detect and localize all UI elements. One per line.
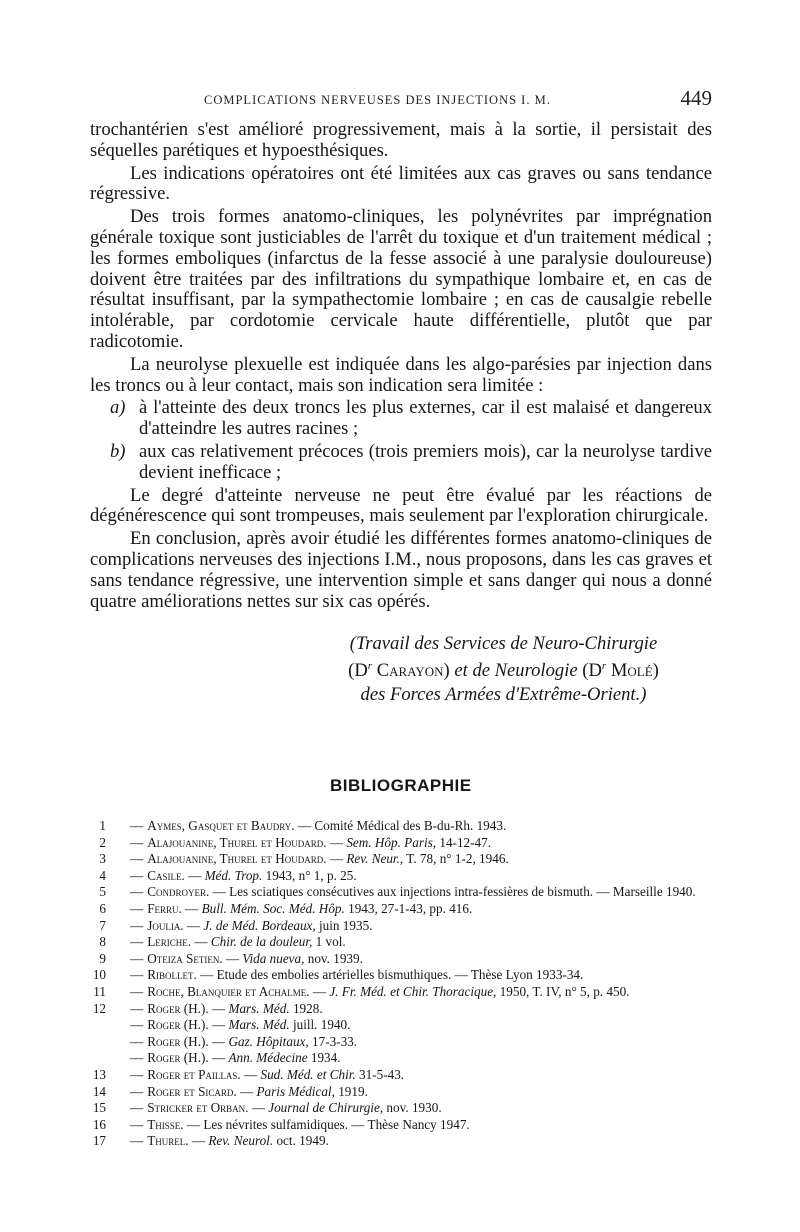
list-marker-b: b)	[110, 440, 126, 462]
entry-details: 1943, n° 1, p. 25.	[265, 867, 357, 883]
entry-details: 17-3-33.	[312, 1033, 358, 1049]
bibliography-entry: 12 — Roger (H.). — Mars. Méd. 1928.	[90, 1001, 712, 1018]
entry-number: 8	[99, 934, 106, 950]
credit-dr-1: D	[354, 660, 368, 682]
article-body	[90, 120, 712, 706]
entry-details: nov. 1939.	[307, 950, 363, 966]
paragraph-indications: Les indications opératoires ont été limitées aux cas graves ou sans tendance régressive.	[90, 162, 712, 205]
entry-journal: Sud. Méd. et Chir.	[260, 1066, 356, 1082]
paragraph-degeneration: Le degré d'atteinte nerveuse ne peut être évalué par les réactions de dégénérescence qui sont trompeuses, mais seulement par l'exploration chirurgicale.	[90, 484, 712, 527]
page-number: 449	[680, 86, 712, 110]
credit-line-1: (Travail des Services de Neuro-Chirurgie	[349, 633, 658, 655]
entry-number: 3	[99, 851, 106, 867]
entry-authors: Casile.	[147, 867, 185, 883]
entry-number: 15	[92, 1100, 106, 1116]
entry-authors: Alajouanine, Thurel et Houdard.	[147, 851, 327, 867]
entry-authors: Ribollet.	[147, 967, 197, 983]
credit-mid: et de Neurologie	[454, 660, 578, 682]
list-text-b: aux cas relativement précoces (trois premiers mois), car la neurolyse tardive devient inefficace ;	[139, 440, 712, 483]
entry-authors: Roche, Blanquier et Achalme.	[147, 983, 310, 999]
entry-authors: Roger (H.).	[147, 1000, 209, 1016]
entry-number: 4	[99, 867, 106, 883]
entry-journal: J. Fr. Méd. et Chir. Thoracique,	[329, 983, 497, 999]
entry-details: 31-5-43.	[359, 1066, 405, 1082]
entry-journal: Bull. Mém. Soc. Méd. Hôp.	[201, 900, 345, 916]
entry-authors: Roger (H.).	[147, 1017, 209, 1033]
list-item-a	[90, 398, 712, 440]
entry-journal: Rev. Neur.,	[346, 851, 404, 867]
entry-journal: Paris Médical,	[256, 1083, 335, 1099]
bibliography-entry: 13 — Roger et Paillas. — Sud. Méd. et Chir. 31-5-43.	[90, 1067, 712, 1084]
entry-number: 2	[99, 834, 106, 850]
entry-authors: Stricker et Orban.	[147, 1100, 249, 1116]
entry-journal: J. de Méd. Bordeaux,	[203, 917, 316, 933]
paragraph-conclusion: En conclusion, après avoir étudié les différentes formes anatomo-cliniques de complications nerveuses des injections I.M., nous proposons, dans les cas graves et sans tendance régressive, une intervention simple et sans danger qui nous a donné quatre améliorations nettes sur six cas opérés.	[90, 528, 712, 612]
entry-authors: Roger (H.).	[147, 1033, 209, 1049]
bibliography-entry: 6 — Ferru. — Bull. Mém. Soc. Méd. Hôp. 1943, 27-1-43, pp. 416.	[90, 901, 712, 918]
credit-line-2: ($D^r$ Carayon) et de Neurologie ($D^r$ Molé)	[348, 660, 659, 682]
entry-details: Etude des embolies artérielles bismuthiques. — Thèse Lyon 1933-34.	[216, 967, 584, 983]
entry-authors: Roger et Sicard.	[147, 1083, 237, 1099]
bibliography-entry: 15 — Stricker et Orban. — Journal de Chirurgie, nov. 1930.	[90, 1100, 712, 1117]
bibliography-entry: 2 — Alajouanine, Thurel et Houdard. — Sem. Hôp. Paris, 14-12-47.	[90, 835, 712, 852]
entry-details: oct. 1949.	[276, 1133, 329, 1149]
entry-authors: Roger et Paillas.	[147, 1066, 241, 1082]
paragraph-continued: trochantérien s'est amélioré progressivement, mais à la sortie, il persistait des séquelles parétiques et hypoesthésiques.	[90, 119, 712, 161]
entry-number: 6	[99, 900, 106, 916]
entry-number: 14	[92, 1083, 106, 1099]
bibliography-entry: — Roger (H.). — Mars. Méd. juill. 1940.	[130, 1017, 351, 1033]
credit-sup-2: r	[601, 660, 607, 673]
list-text-a: à l'atteinte des deux troncs les plus externes, car il est malaisé et dangereux d'atteindre les autres racines ;	[139, 397, 712, 440]
entry-details: juill. 1940.	[292, 1017, 351, 1033]
entry-number: 11	[93, 983, 106, 999]
entry-number: 13	[92, 1066, 106, 1082]
bibliography-entry: 10 — Ribollet. — Etude des embolies artérielles bismuthiques. — Thèse Lyon 1933-34.	[90, 967, 712, 984]
entry-number: 16	[92, 1116, 106, 1132]
bibliography-list	[90, 818, 712, 1150]
entry-authors: Oteiza Setien.	[147, 950, 223, 966]
entry-authors: Ferru.	[147, 900, 182, 916]
running-head	[90, 86, 712, 112]
bibliography-heading: BIBLIOGRAPHIE	[330, 776, 472, 795]
entry-journal: Sem. Hôp. Paris,	[346, 834, 437, 850]
bibliography-entry: 4 — Casile. — Méd. Trop. 1943, n° 1, p. 25.	[90, 868, 712, 885]
credit-name-carayon: Carayon	[376, 660, 444, 682]
entry-details: Les sciatiques consécutives aux injections intra-fessières de bismuth. — Marseille 1940.	[229, 884, 696, 900]
list-item-b	[90, 442, 712, 484]
bibliography-entry: 16 — Thisse. — Les névrites sulfamidiques. — Thèse Nancy 1947.	[90, 1117, 712, 1134]
entry-journal: Mars. Méd.	[228, 1000, 290, 1016]
entry-details: 14-12-47.	[439, 834, 492, 850]
bibliography-entry: — Roger (H.). — Gaz. Hôpitaux, 17-3-33.	[130, 1033, 358, 1049]
bibliography-entry: 14 — Roger et Sicard. — Paris Médical, 1919.	[90, 1084, 712, 1101]
entry-number: 5	[99, 884, 106, 900]
list-marker-a: a)	[110, 397, 126, 419]
entry-number: 7	[99, 917, 106, 933]
entry-journal: Chir. de la douleur,	[210, 934, 313, 950]
bibliography-entry: 17 — Thurel. — Rev. Neurol. oct. 1949.	[90, 1133, 712, 1150]
entry-details: 1950, T. IV, n° 5, p. 450.	[499, 983, 630, 999]
running-title: COMPLICATIONS NERVEUSES DES INJECTIONS I. M.	[204, 93, 551, 107]
entry-number: 17	[92, 1133, 106, 1149]
entry-authors: Roger (H.).	[147, 1050, 209, 1066]
entry-journal: Ann. Médecine	[228, 1050, 308, 1066]
entry-details: 1943, 27-1-43, pp. 416.	[348, 900, 473, 916]
entry-details: Comité Médical des B-du-Rh. 1943.	[314, 818, 507, 833]
bibliography-entry: 7 — Joulia. — J. de Méd. Bordeaux, juin 1935.	[90, 918, 712, 935]
bibliography-entry: 11 — Roche, Blanquier et Achalme. — J. Fr. Méd. et Chir. Thoracique, 1950, T. IV, n° 5, p. 450.	[90, 984, 712, 1001]
entry-number: 12	[92, 1000, 106, 1016]
entry-details: juin 1935.	[319, 917, 373, 933]
credit-sup-1: r	[367, 660, 373, 673]
entry-number: 1	[99, 818, 106, 833]
entry-journal: Méd. Trop.	[204, 867, 263, 883]
entry-authors: Aymes, Gasquet et Baudry.	[147, 818, 295, 833]
entry-details: 1 vol.	[315, 934, 346, 950]
entry-details: 1934.	[310, 1050, 341, 1066]
entry-details: 1928.	[292, 1000, 323, 1016]
bibliography-entry: — Roger (H.). — Ann. Médecine 1934.	[130, 1050, 341, 1066]
entry-details: nov. 1930.	[386, 1100, 442, 1116]
entry-number: 9	[99, 950, 106, 966]
bibliography-entry: 8 — Leriche. — Chir. de la douleur, 1 vol.	[90, 934, 712, 951]
entry-authors: Leriche.	[147, 934, 192, 950]
entry-journal: Journal de Chirurgie,	[268, 1100, 384, 1116]
bibliography-entry: 9 — Oteiza Setien. — Vida nueva, nov. 1939.	[90, 951, 712, 968]
bibliography-entry: 5 — Condroyer. — Les sciatiques consécutives aux injections intra-fessières de bismuth. — Marseille 1940.	[90, 884, 712, 901]
credit-dr-2: D	[588, 660, 602, 682]
entry-authors: Thisse.	[147, 1116, 184, 1132]
credit-line-3: des Forces Armées d'Extrême-Orient.)	[360, 683, 647, 705]
entry-authors: Alajouanine, Thurel et Houdard.	[147, 834, 327, 850]
entry-details: T. 78, n° 1-2, 1946.	[406, 851, 509, 867]
entry-journal: Mars. Méd.	[228, 1017, 290, 1033]
affiliation-credit	[295, 632, 712, 705]
entry-authors: Condroyer.	[147, 884, 210, 900]
entry-details: 1919.	[338, 1083, 368, 1099]
entry-details: Les névrites sulfamidiques. — Thèse Nancy 1947.	[203, 1116, 470, 1132]
paragraph-forms: Des trois formes anatomo-cliniques, les polynévrites par imprégnation générale toxique sont justiciables de l'arrêt du toxique et d'un traitement médical ; les formes emboliques (infarctus de la fesse associé à une paralysie douloureuse) doivent être traitées par des infiltrations du sympathique lombaire et, en cas de résultat insuffisant, par la sympathectomie lombaire ; en cas de causalgie rebelle intolérable, par cordotomie cervicale haute différentielle, plutôt que par radicotomie.	[90, 206, 712, 352]
entry-journal: Rev. Neurol.	[208, 1133, 274, 1149]
bibliography-entry: 1 — Aymes, Gasquet et Baudry. — Comité Médical des B-du-Rh. 1943.	[90, 818, 712, 835]
entry-authors: Joulia.	[147, 917, 184, 933]
bibliography-entry: 3 — Alajouanine, Thurel et Houdard. — Rev. Neur., T. 78, n° 1-2, 1946.	[90, 851, 712, 868]
entry-authors: Thurel.	[147, 1133, 189, 1149]
credit-name-mole: Molé	[610, 660, 653, 682]
paragraph-neurolysis: La neurolyse plexuelle est indiquée dans les algo-parésies par injection dans les troncs ou à leur contact, mais son indication sera limitée :	[90, 353, 712, 396]
entry-journal: Gaz. Hôpitaux,	[228, 1033, 309, 1049]
entry-journal: Vida nueva,	[242, 950, 305, 966]
entry-number: 10	[92, 967, 106, 983]
